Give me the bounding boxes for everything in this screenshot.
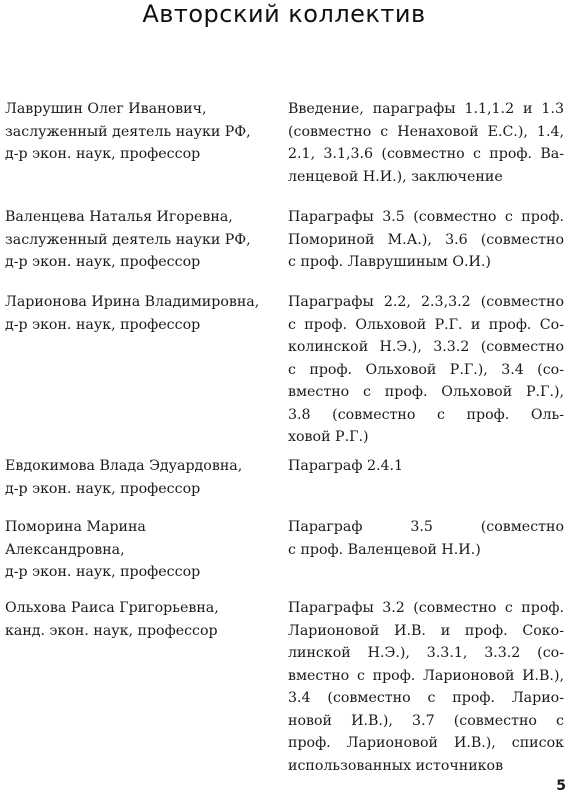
author-line: Валенцева Наталья Игоревна, <box>5 209 233 225</box>
page-title: Авторский коллектив <box>142 0 426 28</box>
author-info <box>5 291 280 336</box>
contribution-info <box>288 516 564 561</box>
author-line: Ларионова Ирина Владимировна, <box>5 294 260 310</box>
contribution-line: линской Н.Э.), 3.3.1, 3.3.2 (со- <box>288 645 564 661</box>
contribution-line: Помориной М.А.), 3.6 (совместно <box>288 231 564 248</box>
author-line: Александровна, <box>5 541 125 558</box>
author-line: Ольхова Раиса Григорьевна, <box>5 600 219 616</box>
contribution-line: ленцевой Н.И.), заключение <box>288 168 503 185</box>
author-info <box>5 206 280 274</box>
author-line: д-р экон. наук, профессор <box>5 146 201 162</box>
contribution-line: использованных источников <box>288 757 504 774</box>
author-line: заслуженный деятель науки РФ, <box>5 231 251 248</box>
author-line: заслуженный деятель науки РФ, <box>5 123 251 140</box>
contribution-line: (совместно с Ненаховой Е.С.), 1.4, <box>288 123 564 140</box>
contribution-info <box>288 98 564 188</box>
contribution-line: Параграфы 3.2 (совместно с проф. <box>288 600 564 616</box>
contribution-line: Параграф 2.4.1 <box>288 458 404 474</box>
contribution-line: с проф. Ольховой Р.Г.), 3.4 (со- <box>288 361 564 378</box>
author-info <box>5 455 280 500</box>
author-line: канд. экон. наук, профессор <box>5 622 218 639</box>
author-line: д-р экон. наук, профессор <box>5 480 201 497</box>
contribution-line: Ларионовой И.В. и проф. Соко- <box>288 622 564 639</box>
page-number: 5 <box>556 778 566 794</box>
contribution-info <box>288 597 564 777</box>
author-line: Лаврушин Олег Иванович, <box>5 101 207 117</box>
contribution-line: 2.1, 3.1,3.6 (совместно с проф. Ва- <box>288 146 564 162</box>
contribution-info <box>288 206 564 274</box>
author-line: Поморина Марина <box>5 519 146 535</box>
author-info <box>5 516 280 584</box>
contribution-line: проф. Ларионовой И.В.), список <box>288 735 564 751</box>
contribution-line: с проф. Валенцевой Н.И.) <box>288 541 481 558</box>
contribution-line: Параграфы 3.5 (совместно с проф. <box>288 209 564 225</box>
contribution-line: новой И.В.), 3.7 (совместно с <box>288 712 564 729</box>
author-line: д-р экон. наук, профессор <box>5 564 201 580</box>
contribution-line: Параграфы 2.2, 2.3,3.2 (совместно <box>288 294 564 310</box>
contribution-line: с проф. Лаврушиным О.И.) <box>288 254 491 270</box>
contribution-line: Введение, параграфы 1.1,1.2 и 1.3 <box>288 101 564 117</box>
contribution-line: с проф. Ольховой Р.Г. и проф. Со- <box>288 316 564 333</box>
author-info <box>5 597 280 642</box>
contribution-line: 3.8 (совместно с проф. Оль- <box>288 406 564 423</box>
author-line: д-р экон. наук, профессор <box>5 254 201 270</box>
contribution-line: колинской Н.Э.), 3.3.2 (совместно <box>288 339 564 355</box>
author-line: Евдокимова Влада Эдуардовна, <box>5 458 243 474</box>
contribution-info <box>288 291 564 449</box>
contribution-line: ховой Р.Г.) <box>288 429 369 445</box>
author-info <box>5 98 280 166</box>
author-line: д-р экон. наук, профессор <box>5 316 201 333</box>
contribution-line: вместно с проф. Ольховой Р.Г.), <box>288 384 564 400</box>
contribution-line: 3.4 (совместно с проф. Ларио- <box>288 690 564 706</box>
contribution-line: вместно с проф. Ларионовой И.В.), <box>288 667 564 684</box>
contribution-info <box>288 455 564 478</box>
contribution-line: Параграф 3.5 (совместно <box>288 519 564 535</box>
